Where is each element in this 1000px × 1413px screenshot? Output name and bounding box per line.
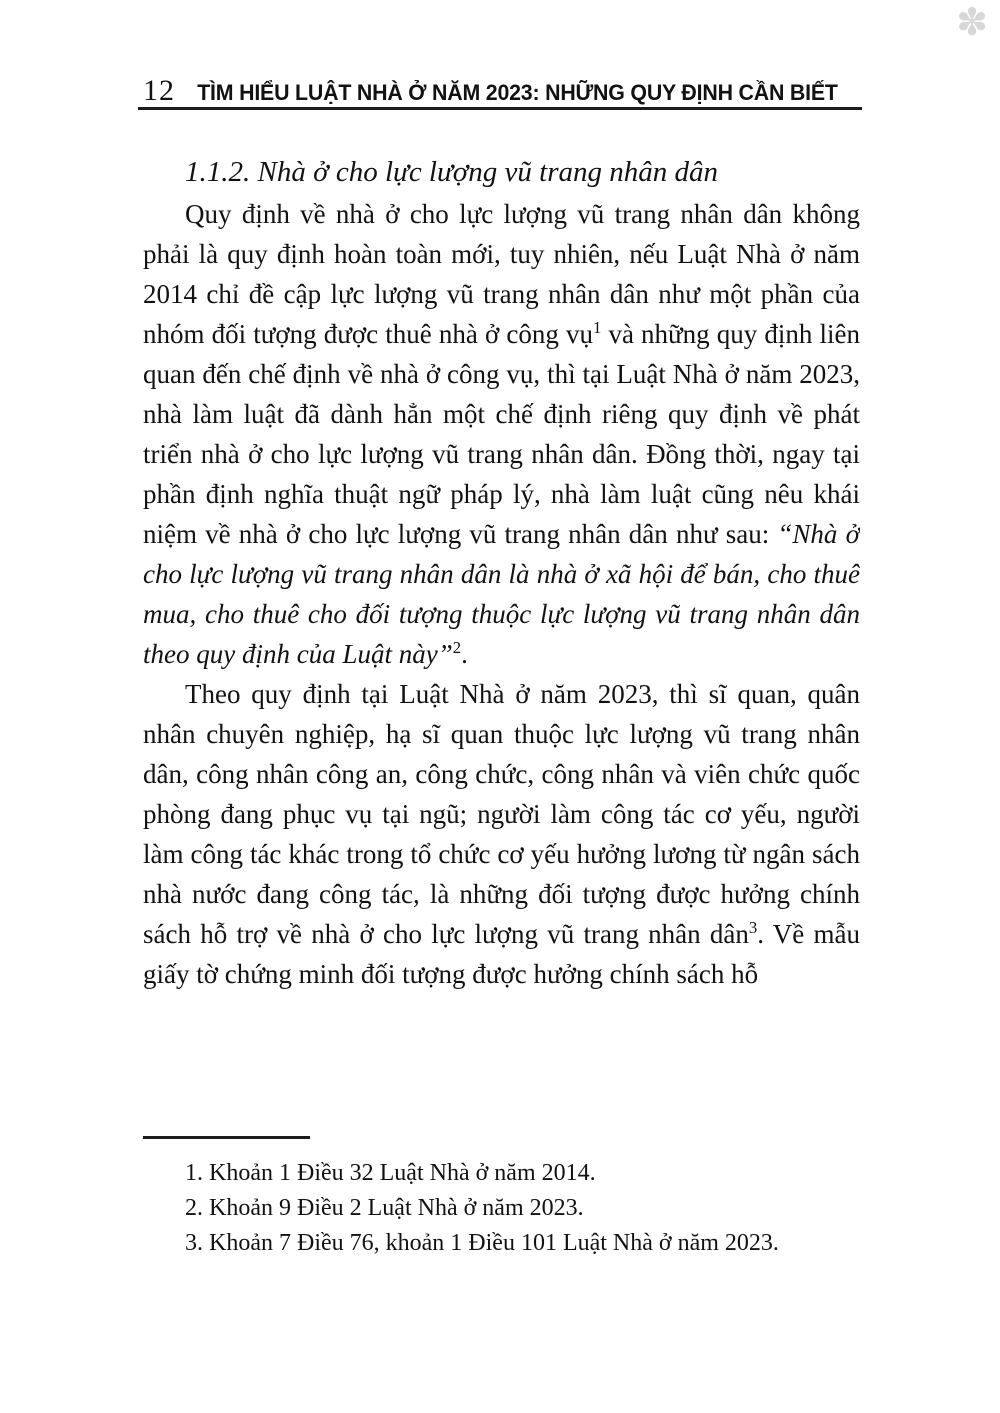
page-header — [143, 74, 860, 108]
footnotes-section — [143, 1136, 860, 1261]
body-paragraph — [143, 194, 860, 674]
page-body — [143, 150, 860, 994]
footnote-item: 2. Khoản 9 Điều 2 Luật Nhà ở năm 2023. — [185, 1194, 584, 1221]
footnote-marker: 1 — [592, 318, 602, 337]
body-text: . Về mẫu giấy tờ chứng minh đối tượng được hưởng chính sách hỗ — [143, 919, 860, 989]
page-number: 12 — [143, 74, 175, 107]
footnote-item: 3. Khoản 7 Điều 76, khoản 1 Điều 101 Luật Nhà ở năm 2023. — [185, 1229, 779, 1256]
section-heading: 1.1.2. Nhà ở cho lực lượng vũ trang nhân dân — [185, 156, 719, 188]
body-text: Quy định về nhà ở cho lực lượng vũ trang nhân dân không phải là quy định hoàn toàn mới, tuy nhiên, nếu Luật Nhà ở năm 2014 chỉ đề cập lực lượng vũ trang nhân dân như một phần của nhóm đối tượng được thuê nhà ở công vụ — [143, 199, 860, 349]
quoted-definition: “Nhà ở cho lực lượng vũ trang nhân dân là nhà ở xã hội để bán, cho thuê mua, cho thuê cho đối tượng thuộc lực lượng vũ trang nhân dân theo quy định của Luật này” — [143, 519, 860, 669]
body-text: và những quy định liên quan đến chế định về nhà ở công vụ, thì tại Luật Nhà ở năm 2023, nhà làm luật đã dành hẳn một chế định riêng quy định về phát triển nhà ở cho lực lượng vũ trang nhân dân. Đồng thời, ngay tại phần định nghĩa thuật ngữ pháp lý, nhà làm luật cũng nêu khái niệm về nhà ở cho lực lượng vũ trang nhân dân như sau: — [143, 319, 860, 549]
body-text: Theo quy định tại Luật Nhà ở năm 2023, thì sĩ quan, quân nhân chuyên nghiệp, hạ sĩ quan thuộc lực lượng vũ trang nhân dân, công nhân công an, công chức, công nhân và viên chức quốc phòng đang phục vụ tại ngũ; người làm công tác cơ yếu, người làm công tác khác trong tổ chức cơ yếu hưởng lương từ ngân sách nhà nước đang công tác, là những đối tượng được hưởng chính sách hỗ trợ về nhà ở cho lực lượng vũ trang nhân dân — [143, 679, 860, 949]
flower-ornament-icon: ✽ — [956, 0, 988, 44]
body-text: . — [461, 639, 468, 669]
footnote-marker: 2 — [452, 638, 462, 657]
body-paragraph — [143, 674, 860, 994]
footnotes-list — [143, 1156, 860, 1261]
footnote-marker: 3 — [748, 918, 758, 937]
header-rule — [138, 107, 862, 110]
footnote-item: 1. Khoản 1 Điều 32 Luật Nhà ở năm 2014. — [185, 1159, 596, 1186]
paragraphs-container — [143, 194, 860, 994]
running-title: TÌM HIỂU LUẬT NHÀ Ở NĂM 2023: NHỮNG QUY ĐỊNH CẦN BIẾT — [197, 80, 838, 105]
footnote-separator — [143, 1136, 310, 1139]
